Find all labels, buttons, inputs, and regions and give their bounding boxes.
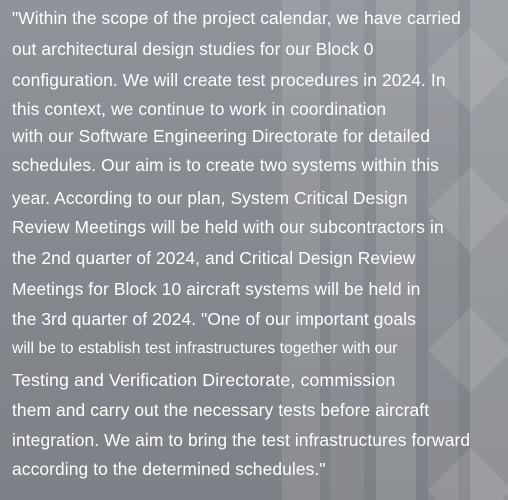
quote-line: integration. We aim to bring the test infrastructures forward (12, 430, 471, 450)
quote-line: schedules. Our aim is to create two systems within this (12, 155, 439, 175)
quote-line: this context, we continue to work in coordination (12, 99, 387, 119)
quote-line: Testing and Verification Directorate, commission (12, 370, 396, 390)
quote-line: the 2nd quarter of 2024, and Critical Design Review (12, 248, 416, 268)
quote-line: Review Meetings will be held with our subcontractors in (12, 217, 444, 237)
quote-line: according to the determined schedules." (12, 459, 326, 479)
quote-line: will be to establish test infrastructures together with our (12, 340, 398, 357)
quote-line: year. According to our plan, System Critical Design (12, 188, 408, 208)
quote-line: Meetings for Block 10 aircraft systems will be held in (12, 279, 421, 299)
quote-line: them and carry out the necessary tests before aircraft (12, 400, 430, 420)
quote-line: out architectural design studies for our Block 0 (12, 39, 374, 59)
quote-line: configuration. We will create test procedures in 2024. In (12, 70, 446, 90)
quote-line: with our Software Engineering Directorate for detailed (12, 126, 431, 146)
quote-line: "Within the scope of the project calendar, we have carried (12, 8, 461, 28)
quote-line: the 3rd quarter of 2024. "One of our important goals (12, 309, 416, 329)
